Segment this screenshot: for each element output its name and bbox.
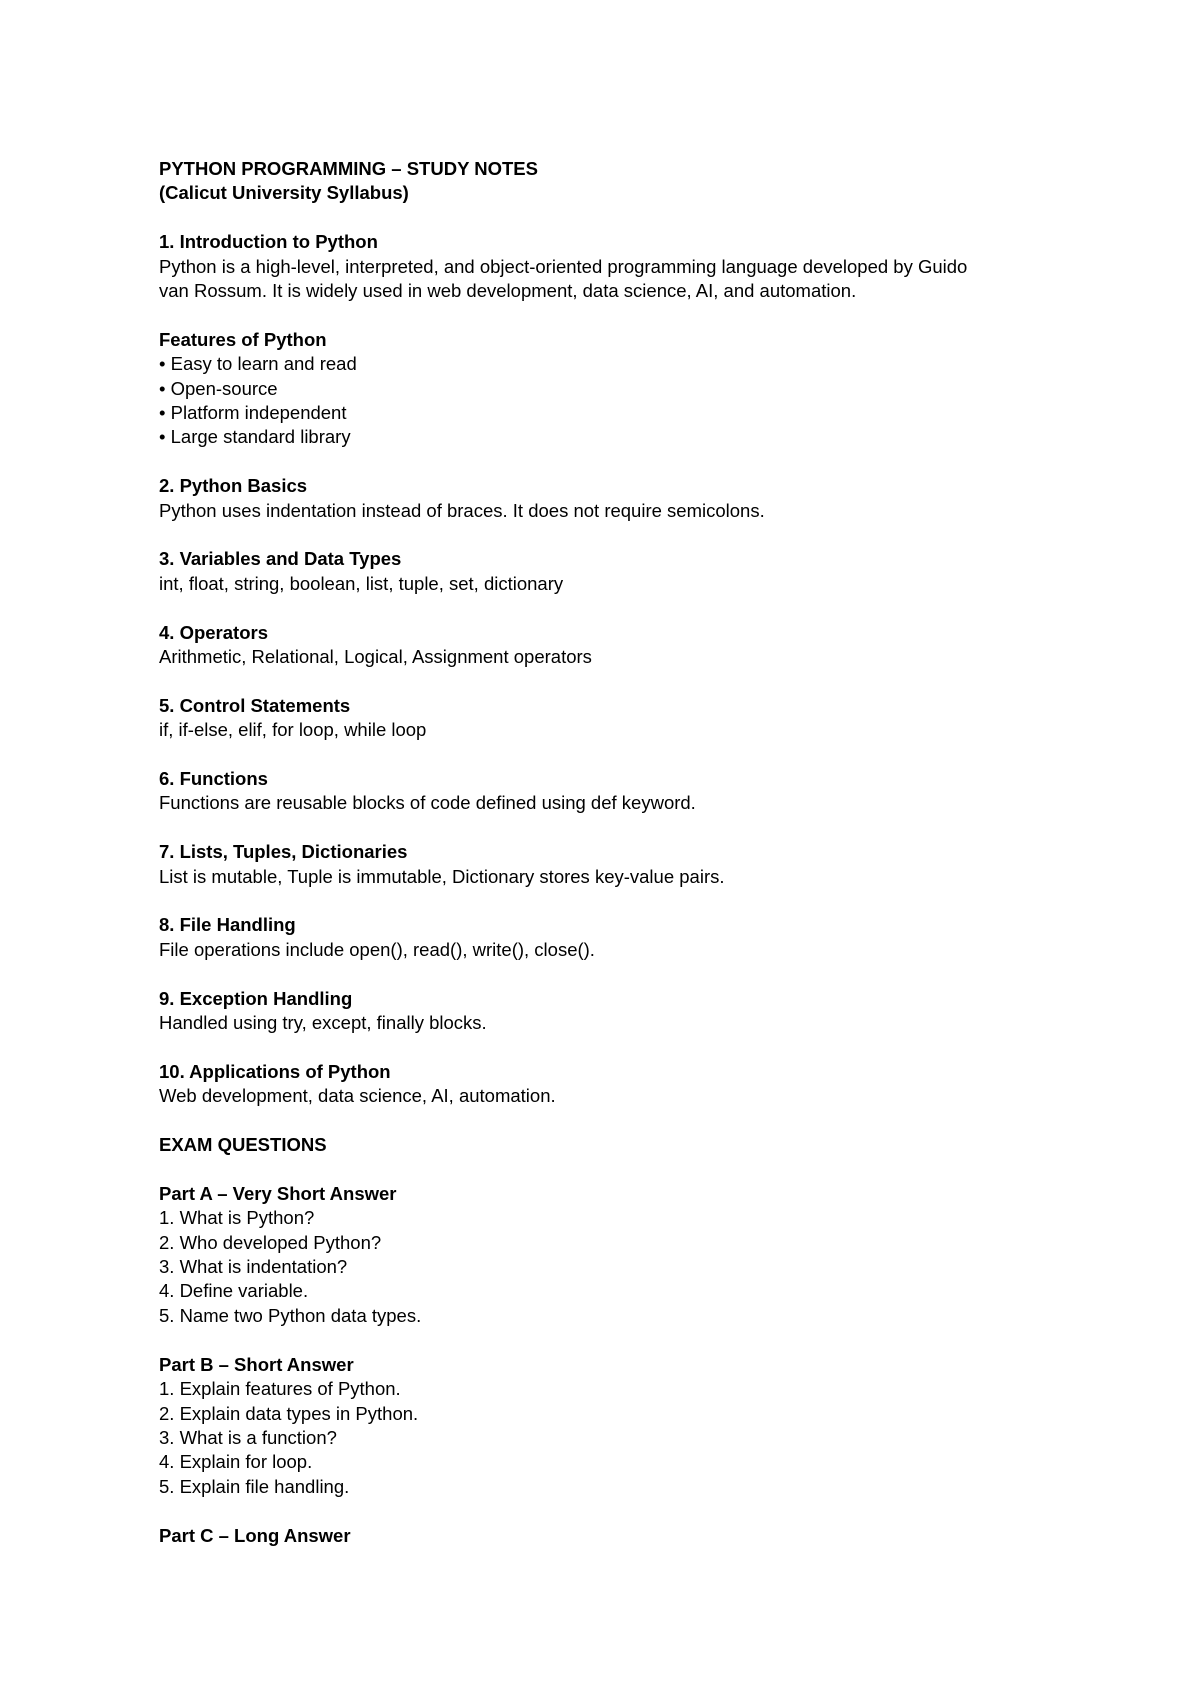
- section-heading: 1. Introduction to Python: [159, 231, 378, 253]
- section-text-line: Handled using try, except, finally blocks.: [159, 1012, 487, 1034]
- document-subtitle: (Calicut University Syllabus): [159, 182, 409, 204]
- spacer: [159, 303, 1059, 327]
- section-text-line: Functions are reusable blocks of code defined using def keyword.: [159, 792, 696, 814]
- section-heading: 5. Control Statements: [159, 694, 351, 716]
- exam-part-a: [159, 1182, 1059, 1328]
- section-heading: 6. Functions: [159, 768, 268, 790]
- section-variables-data-types: [159, 547, 1059, 596]
- section-exception-handling: [159, 987, 1059, 1036]
- bullet-item: • Platform independent: [159, 402, 347, 424]
- section-heading: Features of Python: [159, 328, 327, 350]
- exam-part-c: [159, 1524, 1059, 1548]
- section-heading: 2. Python Basics: [159, 475, 308, 497]
- section-operators: [159, 621, 1059, 670]
- bullet-item: • Open-source: [159, 377, 278, 399]
- spacer: [159, 1157, 1059, 1181]
- section-text-line: Arithmetic, Relational, Logical, Assignment operators: [159, 646, 592, 668]
- spacer: [159, 889, 1059, 913]
- section-heading: 4. Operators: [159, 621, 268, 643]
- section-text-line: List is mutable, Tuple is immutable, Dictionary stores key-value pairs.: [159, 865, 725, 887]
- exam-part-b: [159, 1353, 1059, 1499]
- document-title: PYTHON PROGRAMMING – STUDY NOTES: [159, 158, 538, 179]
- section-heading: 8. File Handling: [159, 914, 296, 936]
- exam-heading: EXAM QUESTIONS: [159, 1134, 327, 1156]
- spacer: [159, 743, 1059, 767]
- exam-part-heading: Part C – Long Answer: [159, 1524, 351, 1546]
- spacer: [159, 596, 1059, 620]
- exam-question: 3. What is indentation?: [159, 1256, 348, 1278]
- exam-question: 5. Name two Python data types.: [159, 1304, 422, 1326]
- exam-question: 1. Explain features of Python.: [159, 1378, 401, 1400]
- exam-question: 2. Explain data types in Python.: [159, 1402, 419, 1424]
- bullet-item: • Large standard library: [159, 426, 351, 448]
- spacer: [159, 962, 1059, 986]
- spacer: [159, 1328, 1059, 1352]
- document-body: [159, 157, 1059, 1548]
- section-features: [159, 328, 1059, 450]
- exam-question: 4. Explain for loop.: [159, 1451, 313, 1473]
- exam-part-heading: Part B – Short Answer: [159, 1353, 354, 1375]
- section-python-basics: [159, 474, 1059, 523]
- spacer: [159, 523, 1059, 547]
- section-lists-tuples-dictionaries: [159, 840, 1059, 889]
- section-introduction: [159, 230, 1059, 303]
- section-text-line: File operations include open(), read(), write(), close().: [159, 938, 595, 960]
- spacer: [159, 1499, 1059, 1523]
- spacer: [159, 1035, 1059, 1059]
- exam-question: 3. What is a function?: [159, 1426, 337, 1448]
- section-applications: [159, 1060, 1059, 1109]
- section-text-line: Web development, data science, AI, automation.: [159, 1085, 556, 1107]
- section-heading: 7. Lists, Tuples, Dictionaries: [159, 841, 408, 863]
- section-heading: 3. Variables and Data Types: [159, 548, 402, 570]
- section-text-line: van Rossum. It is widely used in web development, data science, AI, and automation.: [159, 280, 857, 302]
- spacer: [159, 816, 1059, 840]
- exam-question: 5. Explain file handling.: [159, 1475, 350, 1497]
- section-text-line: Python uses indentation instead of braces. It does not require semicolons.: [159, 499, 765, 521]
- bullet-item: • Easy to learn and read: [159, 353, 357, 375]
- section-heading: 9. Exception Handling: [159, 987, 353, 1009]
- spacer: [159, 669, 1059, 693]
- spacer: [159, 206, 1059, 230]
- exam-part-heading: Part A – Very Short Answer: [159, 1182, 397, 1204]
- section-text-line: Python is a high-level, interpreted, and object-oriented programming language developed by Guido: [159, 255, 968, 277]
- section-file-handling: [159, 913, 1059, 962]
- exam-question: 2. Who developed Python?: [159, 1231, 382, 1253]
- exam-question: 4. Define variable.: [159, 1280, 309, 1302]
- section-functions: [159, 767, 1059, 816]
- spacer: [159, 1109, 1059, 1133]
- section-text-line: if, if-else, elif, for loop, while loop: [159, 719, 427, 741]
- exam-question: 1. What is Python?: [159, 1207, 315, 1229]
- spacer: [159, 450, 1059, 474]
- section-heading: 10. Applications of Python: [159, 1060, 391, 1082]
- section-text-line: int, float, string, boolean, list, tuple, set, dictionary: [159, 572, 564, 594]
- section-control-statements: [159, 694, 1059, 743]
